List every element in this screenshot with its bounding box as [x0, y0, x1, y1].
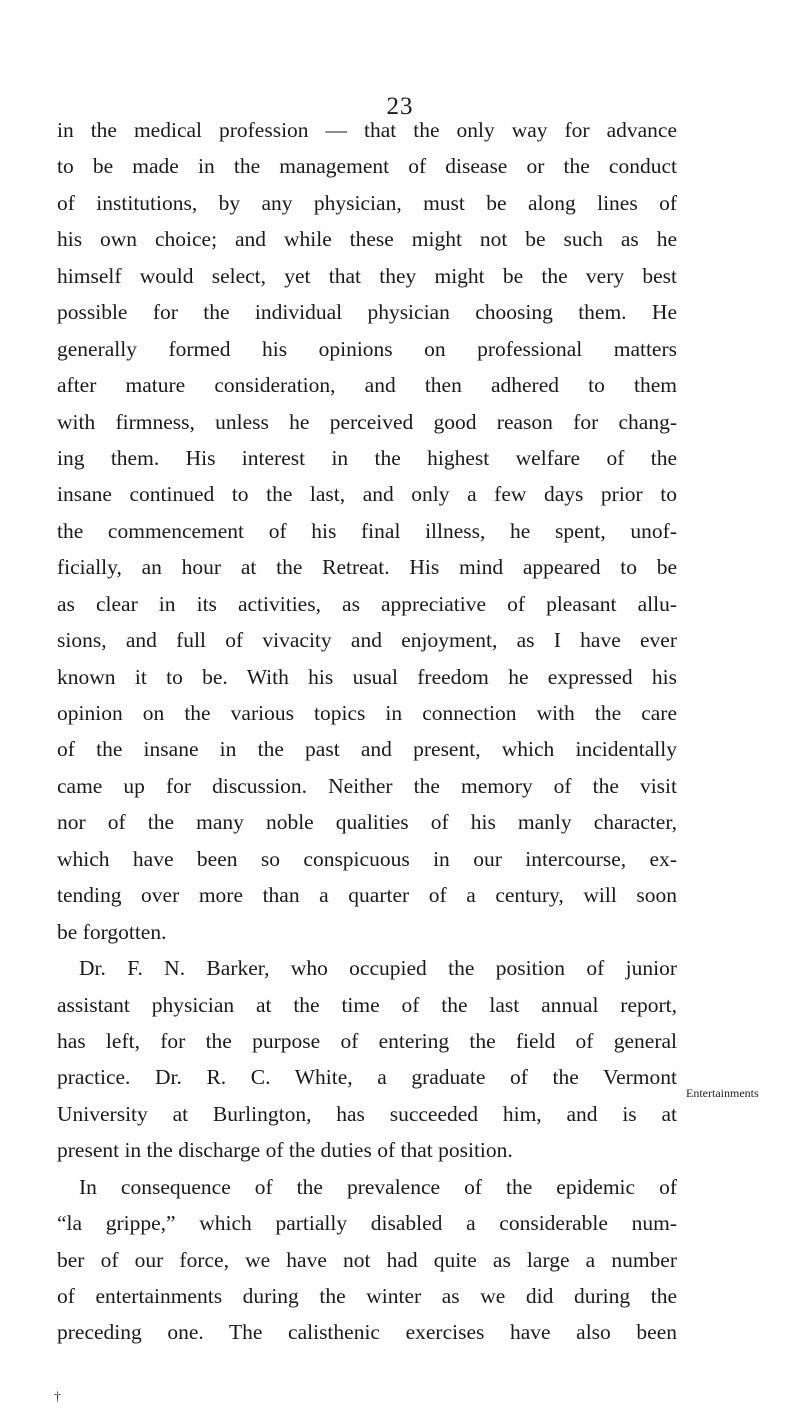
text-line: possible for the individual physician choosing them. He	[57, 300, 677, 325]
text-line: assistant physician at the time of the last annual report,	[57, 992, 677, 1017]
text-line: generally formed his opinions on professional matters	[57, 336, 677, 361]
text-line: tending over more than a quarter of a century, will soon	[57, 883, 677, 908]
text-line: ing them. His interest in the highest welfare of the	[57, 445, 677, 470]
text-line: of institutions, by any physician, must be along lines of	[57, 190, 677, 215]
footer-mark: †	[54, 1390, 61, 1405]
text-line: present in the discharge of the duties of that position.	[57, 1138, 513, 1163]
text-line: practice. Dr. R. C. White, a graduate of the Vermont	[57, 1065, 677, 1090]
text-line: Dr. F. N. Barker, who occupied the position of junior	[79, 956, 677, 981]
text-line: ber of our force, we have not had quite as large a number	[57, 1247, 677, 1272]
text-line: opinion on the various topics in connection with the care	[57, 701, 677, 725]
text-line: University at Burlington, has succeeded him, and is at	[57, 1101, 677, 1126]
text-line: has left, for the purpose of entering the field of general	[57, 1028, 677, 1053]
text-line: himself would select, yet that they might be the very best	[57, 263, 677, 288]
text-line: which have been so conspicuous in our intercourse, ex-	[57, 846, 677, 871]
text-line: his own choice; and while these might not be such as he	[57, 227, 677, 252]
text-line: known it to be. With his usual freedom he expressed his	[57, 664, 677, 689]
text-line: to be made in the management of disease or the conduct	[57, 154, 677, 179]
text-line: the commencement of his final illness, he spent, unof-	[57, 518, 677, 543]
text-line: be forgotten.	[57, 919, 167, 944]
text-line: as clear in its activities, as appreciative of pleasant allu-	[57, 591, 677, 616]
text-line: ficially, an hour at the Retreat. His mind appeared to be	[57, 555, 677, 580]
margin-note: Entertainments	[686, 1086, 759, 1100]
text-line: came up for discussion. Neither the memory of the visit	[57, 773, 677, 798]
body-text	[57, 112, 677, 1351]
text-line: In consequence of the prevalence of the epidemic of	[79, 1174, 677, 1199]
text-line: insane continued to the last, and only a few days prior to	[57, 482, 677, 507]
page-number: 23	[386, 93, 414, 120]
text-line: after mature consideration, and then adhered to them	[57, 373, 677, 398]
text-line: in the medical profession — that the only way for advance	[57, 118, 677, 142]
text-line: sions, and full of vivacity and enjoyment, as I have ever	[57, 628, 677, 653]
text-line: of entertainments during the winter as we did during the	[57, 1284, 677, 1308]
text-line: “la grippe,” which partially disabled a considerable num-	[57, 1211, 677, 1236]
text-line: with firmness, unless he perceived good reason for chang-	[57, 409, 677, 434]
text-line: nor of the many noble qualities of his manly character,	[57, 810, 677, 835]
text-line: of the insane in the past and present, which incidentally	[57, 737, 677, 762]
text-line: preceding one. The calisthenic exercises have also been	[57, 1320, 677, 1345]
